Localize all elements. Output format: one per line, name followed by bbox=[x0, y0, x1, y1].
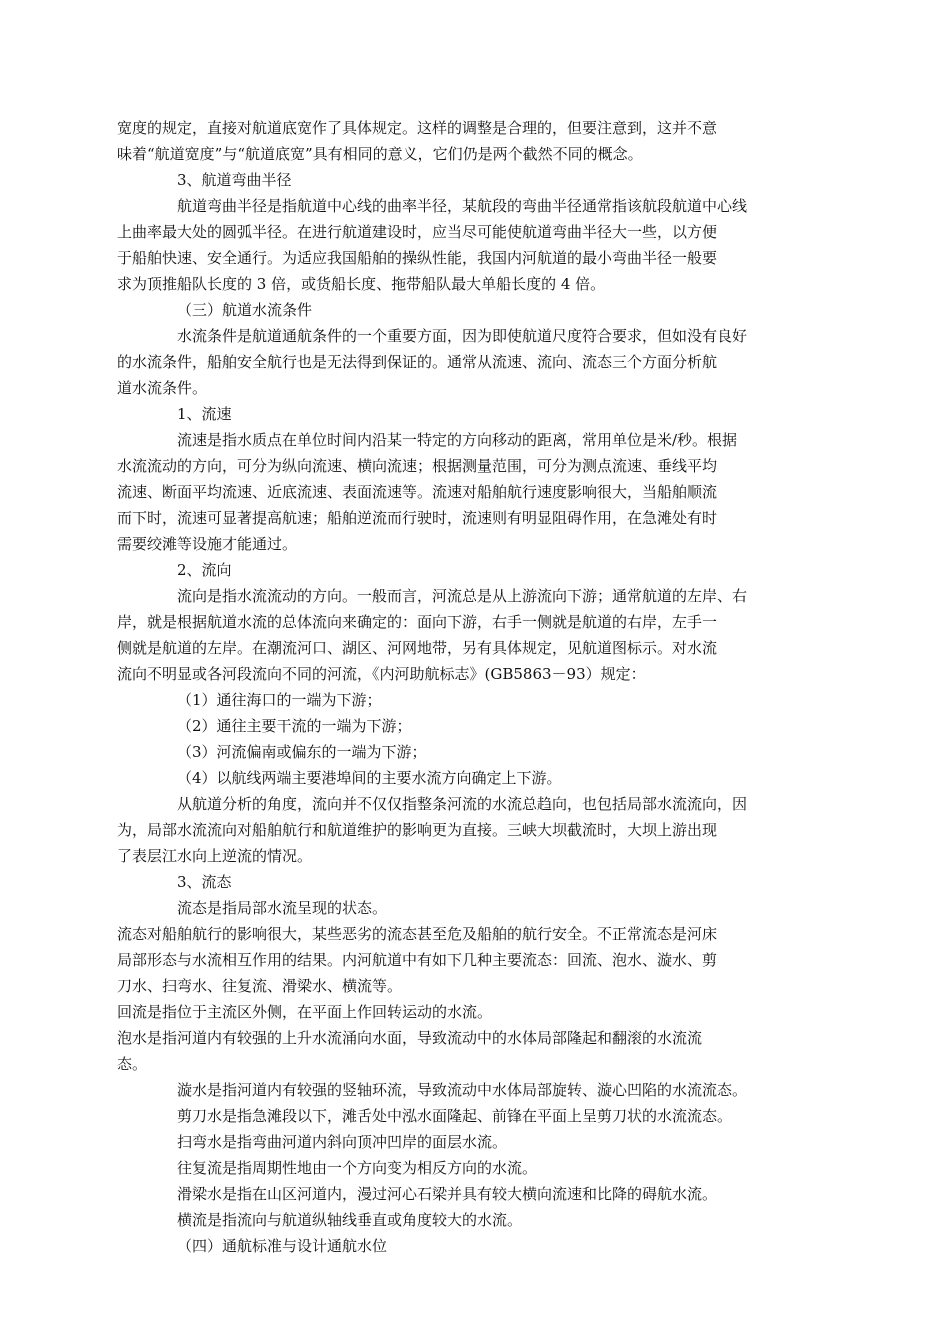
text-line: 横流是指流向与航道纵轴线垂直或角度较大的水流。 bbox=[177, 1211, 523, 1229]
list-item: （3）河流偏南或偏东的一端为下游； bbox=[177, 743, 427, 761]
text-line: 为，局部水流流向对船舶航行和航道维护的影响更为直接。三峡大坝截流时，大坝上游出现 bbox=[117, 821, 718, 839]
text-line: 流向是指水流流动的方向。一般而言，河流总是从上游流向下游；通常航道的左岸、右 bbox=[177, 587, 748, 605]
text-line: 扫弯水是指弯曲河道内斜向顶冲凹岸的面层水流。 bbox=[177, 1133, 508, 1151]
text-line: 流速、断面平均流速、近底流速、表面流速等。流速对船舶航行速度影响很大，当船舶顺流 bbox=[117, 483, 718, 501]
text-line: 从航道分析的角度，流向并不仅仅指整条河流的水流总趋向，也包括局部水流流向，因 bbox=[177, 795, 748, 813]
text-line: 了表层江水向上逆流的情况。 bbox=[117, 847, 313, 865]
text-line: 流速是指水质点在单位时间内沿某一特定的方向移动的距离，常用单位是米/秒。根据 bbox=[177, 431, 738, 449]
text-line: 回流是指位于主流区外侧，在平面上作回转运动的水流。 bbox=[117, 1003, 493, 1021]
list-item: （2）通往主要干流的一端为下游； bbox=[177, 717, 412, 735]
section-heading: （四）通航标准与设计通航水位 bbox=[177, 1237, 388, 1255]
text-line: 侧就是航道的左岸。在潮流河口、湖区、河网地带，另有具体规定，见航道图标示。对水流 bbox=[117, 639, 718, 657]
section-heading: 3、流态 bbox=[177, 873, 232, 891]
text-line: 泡水是指河道内有较强的上升水流涌向水面，导致流动中的水体局部隆起和翻滚的水流流 bbox=[117, 1029, 703, 1047]
text-line: 往复流是指周期性地由一个方向变为相反方向的水流。 bbox=[177, 1159, 538, 1177]
text-line: 水流流动的方向，可分为纵向流速、横向流速；根据测量范围，可分为测点流速、垂线平均 bbox=[117, 457, 718, 475]
text-line: 流态是指局部水流呈现的状态。 bbox=[177, 899, 388, 917]
list-item: （4）以航线两端主要港埠间的主要水流方向确定上下游。 bbox=[177, 769, 562, 787]
text-line: 流向不明显或各河段流向不同的河流，《内河助航标志》(GB5863－93）规定： bbox=[117, 665, 646, 683]
text-line: 上曲率最大处的圆弧半径。在进行航道建设时，应当尽可能使航道弯曲半径大一些，以方便 bbox=[117, 223, 718, 241]
text-line: 求为顶推船队长度的 3 倍，或货船长度、拖带船队最大单船长度的 4 倍。 bbox=[117, 275, 606, 293]
text-line: 航道弯曲半径是指航道中心线的曲率半径，某航段的弯曲半径通常指该航段航道中心线 bbox=[177, 197, 748, 215]
text-line: 的水流条件，船舶安全航行也是无法得到保证的。通常从流速、流向、流态三个方面分析航 bbox=[117, 353, 718, 371]
list-item: （1）通往海口的一端为下游； bbox=[177, 691, 382, 709]
text-line: 而下时，流速可显著提高航速；船舶逆流而行驶时，流速则有明显阻碍作用，在急滩处有时 bbox=[117, 509, 718, 527]
text-line: 流态对船舶航行的影响很大，某些恶劣的流态甚至危及船舶的航行安全。不正常流态是河床 bbox=[117, 925, 718, 943]
section-heading: 3、航道弯曲半径 bbox=[177, 171, 292, 189]
text-line: 漩水是指河道内有较强的竖轴环流，导致流动中水体局部旋转、漩心凹陷的水流流态。 bbox=[177, 1081, 748, 1099]
text-line: 岸，就是根据航道水流的总体流向来确定的：面向下游，右手一侧就是航道的右岸，左手一 bbox=[117, 613, 718, 631]
text-line: 局部形态与水流相互作用的结果。内河航道中有如下几种主要流态：回流、泡水、漩水、剪 bbox=[117, 951, 718, 969]
text-line: 刀水、扫弯水、往复流、滑梁水、横流等。 bbox=[117, 977, 403, 995]
text-line: 剪刀水是指急滩段以下，滩舌处中泓水面隆起、前锋在平面上呈剪刀状的水流流态。 bbox=[177, 1107, 733, 1125]
section-heading: 2、流向 bbox=[177, 561, 232, 579]
section-heading: （三）航道水流条件 bbox=[177, 301, 313, 319]
text-line: 水流条件是航道通航条件的一个重要方面，因为即使航道尺度符合要求，但如没有良好 bbox=[177, 327, 748, 345]
text-line: 于船舶快速、安全通行。为适应我国船舶的操纵性能，我国内河航道的最小弯曲半径一般要 bbox=[117, 249, 718, 267]
text-line: 道水流条件。 bbox=[117, 379, 208, 397]
text-line: 态。 bbox=[117, 1055, 148, 1073]
text-line: 味着“航道宽度”与“航道底宽”具有相同的意义，它们仍是两个截然不同的概念。 bbox=[117, 145, 643, 163]
text-line: 宽度的规定，直接对航道底宽作了具体规定。这样的调整是合理的，但要注意到，这并不意 bbox=[117, 119, 718, 137]
text-line: 需要绞滩等设施才能通过。 bbox=[117, 535, 298, 553]
text-line: 滑梁水是指在山区河道内，漫过河心石梁并具有较大横向流速和比降的碍航水流。 bbox=[177, 1185, 718, 1203]
section-heading: 1、流速 bbox=[177, 405, 232, 423]
